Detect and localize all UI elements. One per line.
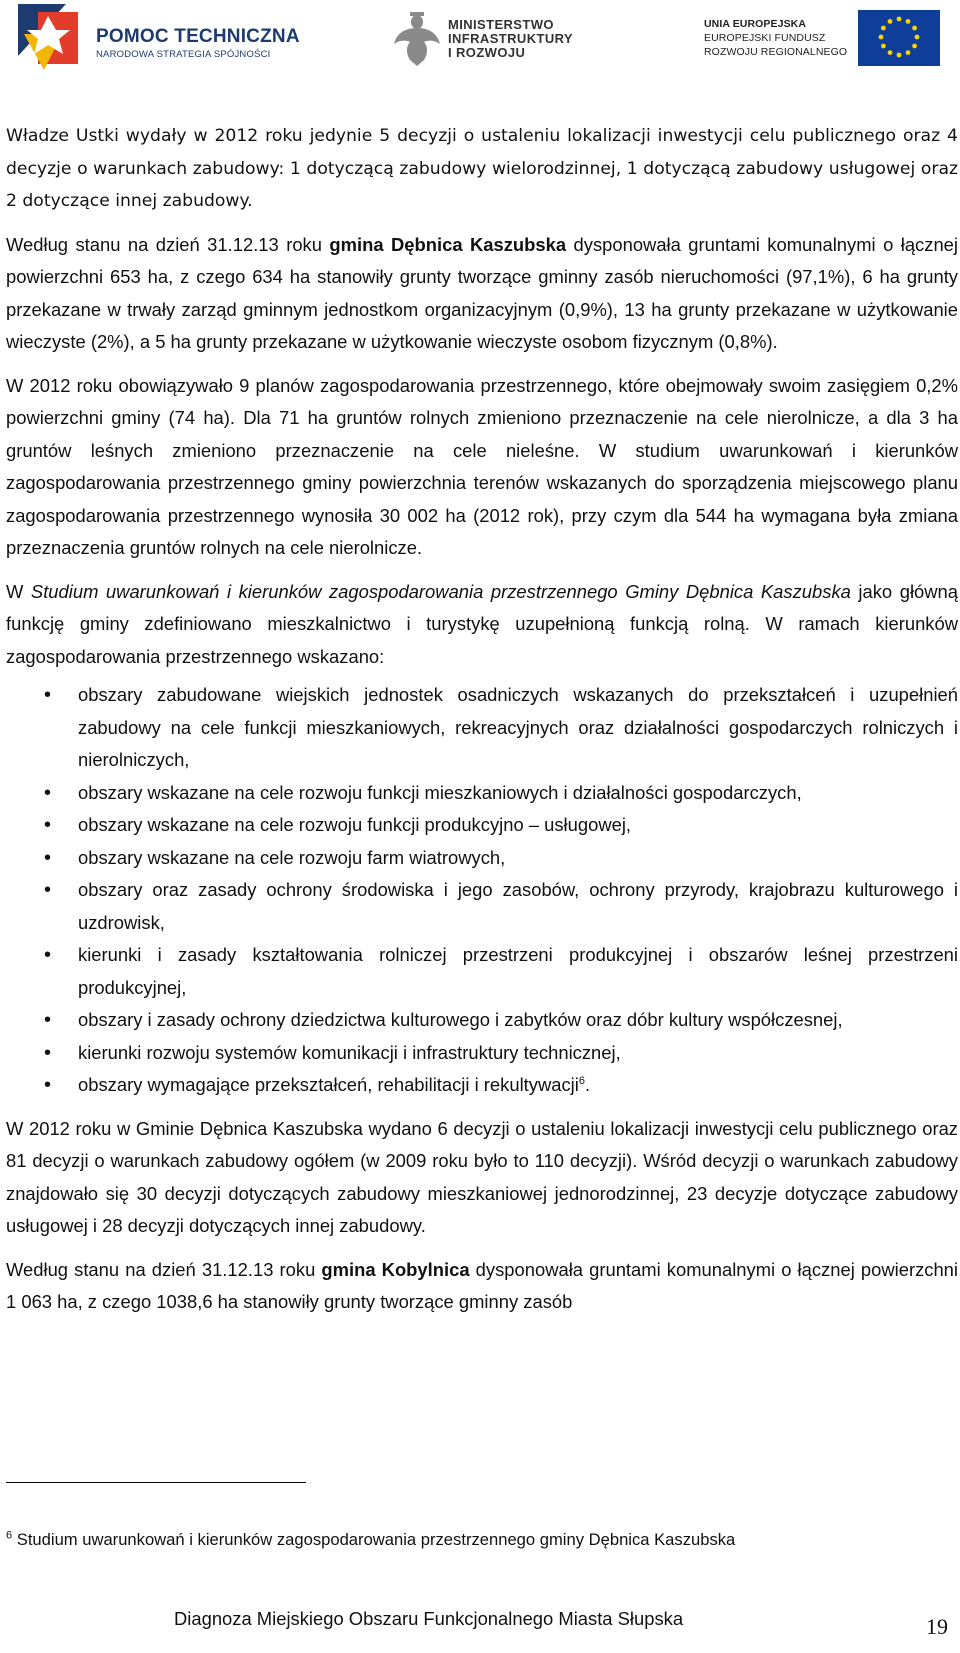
footnote-number: 6 — [6, 1529, 13, 1542]
eagle-emblem-icon — [392, 10, 442, 68]
bold-gmina-debnica: gmina Dębnica Kaszubska — [329, 233, 567, 255]
logo-right-line1: UNIA EUROPEJSKA — [704, 18, 807, 30]
paragraph-studium — [6, 576, 958, 674]
footnote-text: Studium uwarunkowań i kierunków zagospodarowania przestrzennego gminy Dębnica Kaszubska — [16, 1530, 736, 1549]
logo-left-line2: NARODOWA STRATEGIA SPÓJNOŚCI — [96, 49, 271, 60]
paragraph-debnica-plans: W 2012 roku obowiązywało 9 planów zagospodarowania przestrzennego, które obejmowały swoim zasięgiem 0,2% powierzchni gminy (74 ha). Dla 71 ha gruntów rolnych zmieniono przeznaczenie na cele nierolnicze, a dla 3 ha gruntów leśnych zmieniono przeznaczenie na cele nieleśne. W studium uwarunkowań i kierunków zagospodarowania przestrzennego gminy powierzchnia terenów wskazanych do sporządzenia miejscowego planu zagospodarowania przestrzennego wynosiła 30 002 ha (2012 rok), przy czym dla 544 ha wymagana była zmiana przeznaczenia gruntów rolnych na cele nierolnicze. — [6, 374, 958, 558]
list-item: • obszary oraz zasady ochrony środowiska i jego zasobów, ochrony przyrody, krajobrazu kulturowego i uzdrowisk, — [6, 874, 958, 939]
italic-studium-title: Studium uwarunkowań i kierunków zagospodarowania przestrzennego Gminy Dębnica Kaszubska — [30, 580, 851, 602]
footnote-ref[interactable]: 6 — [578, 1074, 585, 1087]
logo-right-line2: EUROPEJSKI FUNDUSZ — [704, 32, 826, 44]
eu-flag-icon — [858, 10, 940, 66]
list-item-text: obszary wymagające przekształceń, rehabilitacji i rekultywacji — [78, 1074, 579, 1095]
list-item-last: • obszary wymagające przekształceń, rehabilitacji i rekultywacji$^6$. — [6, 1069, 958, 1102]
footnote-separator — [6, 1482, 306, 1483]
page-number: 19 — [926, 1614, 948, 1639]
ministerstwo-logo — [392, 4, 582, 70]
footnote — [6, 1530, 735, 1550]
pomoc-techniczna-logo — [18, 4, 300, 70]
logo-center-line1: MINISTERSTWO — [448, 17, 554, 32]
directions-list — [6, 679, 958, 1102]
logo-center-line3: I ROZWOJU — [448, 45, 526, 60]
paragraph-debnica-land — [6, 229, 958, 359]
list-item: • obszary wskazane na cele rozwoju funkcji mieszkaniowych i działalności gospodarczych, — [6, 777, 958, 810]
page-header — [0, 0, 960, 84]
pomoc-techniczna-emblem-icon — [18, 4, 88, 70]
logo-left-line1: POMOC TECHNICZNA — [96, 26, 300, 47]
text-segment: dysponowała gruntami komunalnymi o łącznej powierzchni 653 ha, z czego 634 ha stanowiły grunty tworzące gminny zasób nieruchomości (97,1%), 6 ha grunty przekazane w trwały zarząd gminnym jednostkom organizacyjnym (0,9%), 13 ha grunty przekazane w użytkowanie wieczyste (2%), a 5 ha grunty przekazane w użytkowanie wieczyste osobom fizycznym (0,8%). — [6, 233, 958, 352]
paragraph-ustka-decisions: Władze Ustki wydały w 2012 roku jedynie 5 decyzji o ustaleniu lokalizacji inwestycji celu publicznego oraz 4 decyzje o warunkach zabudowy: 1 dotyczącą zabudowy wielorodzinnej, 1 dotyczącą zabudowy usługowej oraz 2 dotyczące innej zabudowy. — [6, 126, 958, 211]
list-item: • obszary wskazane na cele rozwoju funkcji produkcyjno – usługowej, — [6, 809, 958, 842]
list-item: • obszary zabudowane wiejskich jednostek osadniczych wskazanych do przekształceń i uzupełnień zabudowy na cele funkcji mieszkaniowych, rekreacyjnych oraz działalności gospodarczych rolniczych i nierolniczych, — [6, 679, 958, 777]
list-item: • kierunki i zasady kształtowania rolniczej przestrzeni produkcyjnej i obszarów leśnej przestrzeni produkcyjnej, — [6, 939, 958, 1004]
text-segment: Według stanu na dzień 31.12.13 roku — [6, 1258, 322, 1280]
list-item: • obszary wskazane na cele rozwoju farm wiatrowych, — [6, 842, 958, 875]
bold-gmina-kobylnica: gmina Kobylnica — [321, 1258, 470, 1280]
list-item: • obszary i zasady ochrony dziedzictwa kulturowego i zabytków oraz dóbr kultury współczesnej, — [6, 1004, 958, 1037]
logo-right-line3: ROZWOJU REGIONALNEGO — [704, 46, 848, 58]
document-body — [6, 120, 958, 1319]
text-segment: W — [6, 580, 31, 602]
text-segment: jako główną funkcję gminy zdefiniowano mieszkalnictwo i turystykę uzupełnioną funkcją rolną. W ramach kierunków zagospodarowania przestrzennego wskazano: — [6, 580, 958, 667]
logo-center-line2: INFRASTRUKTURY — [448, 31, 573, 46]
unia-europejska-logo — [700, 4, 950, 70]
text-segment: dysponowała gruntami komunalnymi o łącznej powierzchni 1 063 ha, z czego 1038,6 ha stanowiły grunty tworzące gminny zasób — [6, 1258, 958, 1312]
paragraph-debnica-decisions: W 2012 roku w Gminie Dębnica Kaszubska wydano 6 decyzji o ustaleniu lokalizacji inwestycji celu publicznego oraz 81 decyzji o warunkach zabudowy ogółem (w 2009 roku było to 110 decyzji). Wśród decyzji o warunkach zabudowy znajdowało się 30 decyzji dotyczących zabudowy mieszkaniowej jednorodzinnej, 23 decyzje dotyczące zabudowy usługowej i 28 decyzji dotyczących innej zabudowy. — [6, 1117, 958, 1236]
footer-title: Diagnoza Miejskiego Obszaru Funkcjonalnego Miasta Słupska — [174, 1608, 684, 1629]
list-item: • kierunki rozwoju systemów komunikacji i infrastruktury technicznej, — [6, 1037, 958, 1070]
paragraph-kobylnica-land — [6, 1254, 958, 1319]
text-segment: Według stanu na dzień 31.12.13 roku — [6, 233, 330, 255]
